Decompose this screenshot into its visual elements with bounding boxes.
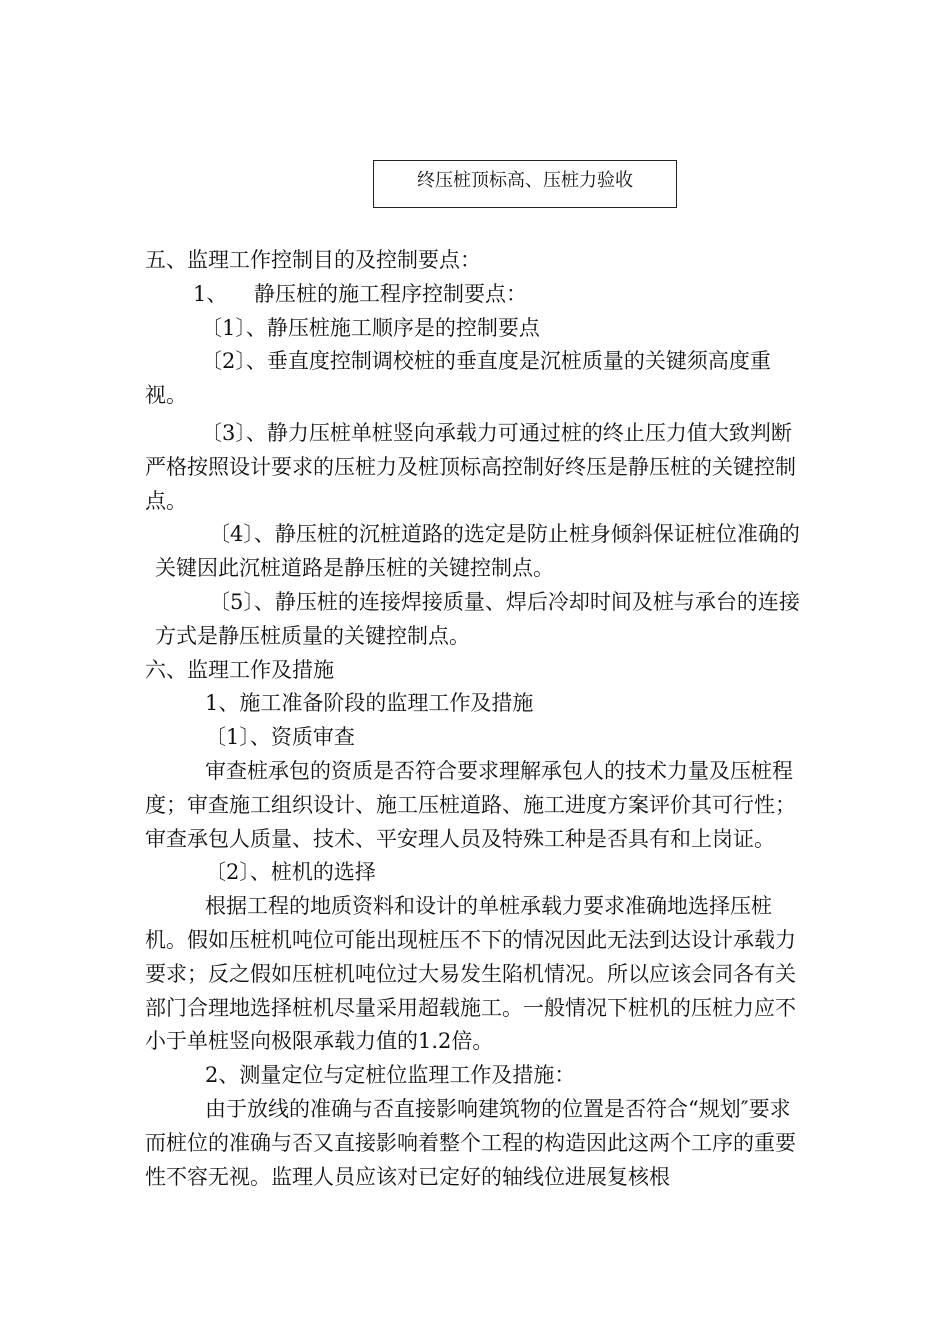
list-item: 〔4〕、静压桩的沉桩道路的选定是防止桩身倾斜保证桩位准确的关键因此沉桩道路是静压桩的关键控制点。 bbox=[155, 522, 800, 581]
body-paragraph: 由于放线的准确与否直接影响建筑物的位置是否符合“规划″要求而桩位的准确与否又直接影响着整个工程的构造因此这两个工序的重要性不容无视。监理人员应该对已定好的轴线位进展复核根 bbox=[145, 1096, 796, 1189]
list-item: 〔1〕、资质审查 bbox=[205, 725, 355, 750]
list-item: 〔2〕、桩机的选择 bbox=[205, 860, 376, 885]
list-item: 〔5〕、静压桩的连接焊接质量、焊后冷却时间及桩与承台的连接方式是静压桩质量的关键控制点。 bbox=[155, 589, 800, 648]
section-heading: 五、监理工作控制目的及控制要点： bbox=[145, 248, 481, 272]
list-item: 〔1〕、静压桩施工顺序是的控制要点 bbox=[201, 315, 540, 340]
document-body bbox=[145, 244, 810, 1194]
body-paragraph: 审查桩承包的资质是否符合要求理解承包人的技术力量及压桩程度；审查施工组织设计、施工压桩道路、施工进度方案评价其可行性；审查承包人质量、技术、平安理人员及特殊工种是否具有和上岗证。 bbox=[145, 758, 796, 851]
subsection-heading: 1、 静压桩的施工程序控制要点： bbox=[193, 281, 528, 306]
subsection-heading: 1、施工准备阶段的监理工作及措施 bbox=[205, 691, 534, 716]
section-heading: 六、监理工作及措施 bbox=[145, 657, 334, 682]
subsection-heading: 2、测量定位与定桩位监理工作及措施： bbox=[205, 1063, 576, 1088]
body-paragraph: 根据工程的地质资料和设计的单桩承载力要求准确地选择压桩机。假如压桩机吨位可能出现桩压不下的情况因此无法到达设计承载力要求；反之假如压桩机吨位过大易发生陷机情况。所以应该会同各有关部门合理地选择桩机尽量采用超载施工。一般情况下桩机的压桩力应不小于单桩竖向极限承载力值的1.2倍。 bbox=[145, 894, 796, 1054]
list-item: 〔2〕、垂直度控制调校桩的垂直度是沉桩质量的关键须高度重视。 bbox=[145, 349, 771, 408]
list-item: 〔3〕、静力压桩单桩竖向承载力可通过桩的终止压力值大致判断严格按照设计要求的压桩力及桩顶标高控制好终压是静压桩的关键控制点。 bbox=[145, 420, 796, 513]
table-cell: 终压桩顶标高、压桩力验收 bbox=[373, 160, 677, 208]
